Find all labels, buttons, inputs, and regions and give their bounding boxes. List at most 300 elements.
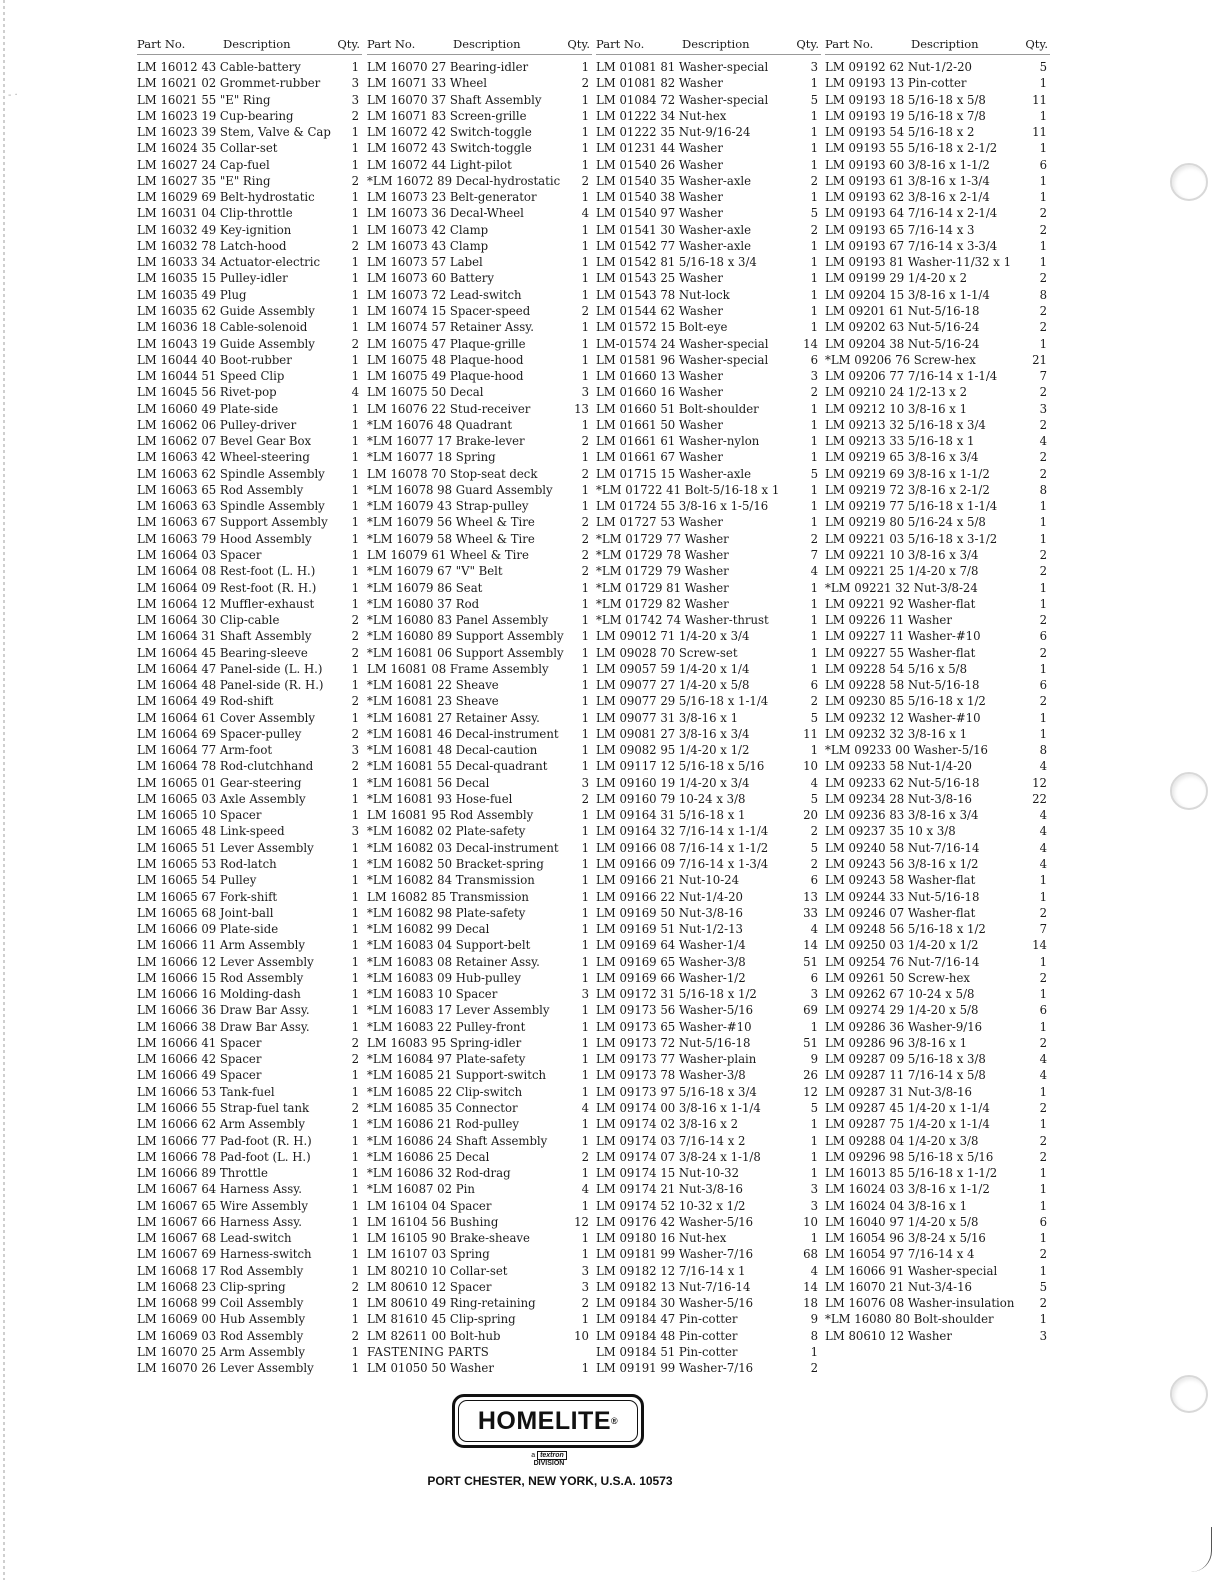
part-entry: *LM 16081 93 Hose-fuel <box>367 791 513 806</box>
part-qty: 5 <box>1035 1279 1047 1295</box>
part-row <box>825 401 1050 417</box>
header-description: Description <box>453 37 521 51</box>
part-row <box>825 384 1050 400</box>
part-entry: LM 09193 54 5/16-18 x 2 <box>825 125 975 140</box>
part-row <box>367 1246 592 1262</box>
part-qty: 8 <box>1035 742 1047 758</box>
part-row <box>825 791 1050 807</box>
part-entry: LM 16072 43 Switch-toggle <box>367 141 532 156</box>
part-entry: LM 09173 65 Washer-#10 <box>596 1019 752 1034</box>
part-entry: LM 09226 11 Washer <box>825 613 952 628</box>
part-qty: 1 <box>347 205 359 221</box>
part-qty: 1 <box>347 352 359 368</box>
part-entry: LM 16065 48 Link-speed <box>137 824 285 839</box>
part-row <box>137 580 362 596</box>
part-qty: 1 <box>1035 336 1047 352</box>
part-entry: LM 80610 12 Spacer <box>367 1279 492 1294</box>
part-row <box>825 433 1050 449</box>
part-entry: LM 16067 65 Wire Assembly <box>137 1198 308 1213</box>
part-row <box>367 287 592 303</box>
part-row <box>825 205 1050 221</box>
part-qty: 1 <box>347 319 359 335</box>
part-row <box>825 59 1050 75</box>
part-row <box>367 1230 592 1246</box>
part-entry: LM 16070 37 Shaft Assembly <box>367 92 542 107</box>
part-qty: 1 <box>1035 710 1047 726</box>
brand-name: HOMELITE <box>477 1406 612 1435</box>
part-entry: LM 16073 43 Clamp <box>367 238 489 253</box>
part-qty: 3 <box>347 742 359 758</box>
part-qty: 3 <box>806 986 818 1002</box>
part-qty: 1 <box>347 547 359 563</box>
part-row <box>825 466 1050 482</box>
part-entry: LM 01543 78 Nut-lock <box>596 287 730 302</box>
part-row <box>137 563 362 579</box>
part-row <box>367 596 592 612</box>
part-qty: 1 <box>1035 514 1047 530</box>
part-qty: 1 <box>347 59 359 75</box>
part-row <box>137 319 362 335</box>
part-row <box>825 1279 1050 1295</box>
part-entry: LM 09169 65 Washer-3/8 <box>596 954 746 969</box>
part-entry: *LM 16082 03 Decal-instrument <box>367 840 559 855</box>
part-row <box>825 807 1050 823</box>
part-entry: LM 09166 22 Nut-1/4-20 <box>596 889 743 904</box>
part-row <box>596 1263 821 1279</box>
part-qty: 11 <box>1032 125 1047 140</box>
part-row <box>596 92 821 108</box>
part-row <box>825 872 1050 888</box>
part-entry: LM 16013 85 5/16-18 x 1-1/2 <box>825 1166 998 1181</box>
part-row <box>596 59 821 75</box>
part-row <box>367 970 592 986</box>
part-entry: LM 09164 31 5/16-18 x 1 <box>596 808 746 823</box>
part-entry: LM 09232 32 3/8-16 x 1 <box>825 726 968 741</box>
part-entry: LM 09193 18 5/16-18 x 5/8 <box>825 92 986 107</box>
part-row <box>137 173 362 189</box>
part-qty: 1 <box>577 1035 589 1051</box>
part-row <box>825 173 1050 189</box>
part-row <box>596 612 821 628</box>
part-entry: LM 09193 13 Pin-cotter <box>825 76 967 91</box>
part-row <box>596 498 821 514</box>
part-qty: 4 <box>806 1263 818 1279</box>
parts-column-2 <box>367 37 592 1377</box>
part-qty: 2 <box>1035 693 1047 709</box>
part-entry: LM 09193 81 Washer-11/32 x 1 <box>825 255 1012 270</box>
part-qty: 1 <box>577 108 589 124</box>
part-entry: *LM 16080 80 Bolt-shoulder <box>825 1312 994 1327</box>
part-entry: LM 16024 04 3/8-16 x 1 <box>825 1198 968 1213</box>
part-entry: LM 16043 19 Guide Assembly <box>137 336 315 351</box>
part-qty: 7 <box>1035 921 1047 937</box>
part-qty: 2 <box>577 531 589 547</box>
part-row <box>367 401 592 417</box>
parts-column-3 <box>596 37 821 1377</box>
part-entry: LM 16033 34 Actuator-electric <box>137 255 321 270</box>
part-row <box>137 1263 362 1279</box>
part-qty: 1 <box>1035 872 1047 888</box>
part-row <box>367 889 592 905</box>
part-qty: 5 <box>806 92 818 108</box>
part-row <box>825 1116 1050 1132</box>
part-qty: 3 <box>577 775 589 791</box>
part-qty: 5 <box>806 710 818 726</box>
part-row <box>825 368 1050 384</box>
part-row <box>137 1214 362 1230</box>
part-row <box>596 319 821 335</box>
part-row <box>596 222 821 238</box>
part-qty: 1 <box>577 1360 589 1376</box>
part-qty: 1 <box>1035 889 1047 905</box>
page-edge <box>3 0 5 1580</box>
part-qty: 12 <box>803 1084 818 1099</box>
part-qty: 4 <box>1035 807 1047 823</box>
part-row <box>596 1051 821 1067</box>
part-row <box>137 287 362 303</box>
part-row <box>137 303 362 319</box>
part-qty: 6 <box>806 352 818 368</box>
part-qty: 1 <box>806 1116 818 1132</box>
part-qty: 1 <box>347 514 359 530</box>
part-qty: 2 <box>1035 563 1047 579</box>
part-qty: 51 <box>803 954 818 969</box>
part-entry: *LM 16081 56 Decal <box>367 775 490 790</box>
part-entry: LM 01724 55 3/8-16 x 1-5/16 <box>596 499 769 514</box>
part-entry: *LM 16077 17 Brake-lever <box>367 434 525 449</box>
part-entry: *LM 01742 74 Washer-thrust <box>596 613 769 628</box>
part-entry: LM 01540 38 Washer <box>596 190 723 205</box>
part-row <box>367 189 592 205</box>
part-entry: LM 16081 08 Frame Assembly <box>367 661 549 676</box>
column-header <box>596 37 821 55</box>
part-entry: LM 16076 22 Stud-receiver <box>367 401 531 416</box>
part-qty: 3 <box>806 368 818 384</box>
part-row <box>367 1214 592 1230</box>
part-entry: LM 09261 50 Screw-hex <box>825 970 970 985</box>
part-qty: 1 <box>1035 173 1047 189</box>
part-entry: LM 09286 36 Washer-9/16 <box>825 1019 983 1034</box>
part-row <box>596 1328 821 1344</box>
part-row <box>137 823 362 839</box>
part-qty: 1 <box>577 823 589 839</box>
part-row <box>825 303 1050 319</box>
part-row <box>825 531 1050 547</box>
part-qty: 1 <box>1035 1019 1047 1035</box>
part-row <box>825 547 1050 563</box>
part-entry: LM 16066 12 Lever Assembly <box>137 954 314 969</box>
part-qty: 14 <box>803 1279 818 1294</box>
part-qty: 1 <box>806 401 818 417</box>
part-qty: 3 <box>577 384 589 400</box>
part-entry: LM 16035 62 Guide Assembly <box>137 303 315 318</box>
part-qty: 1 <box>577 157 589 173</box>
part-row <box>137 677 362 693</box>
part-row <box>825 1019 1050 1035</box>
part-qty: 68 <box>803 1247 818 1262</box>
part-qty: 1 <box>577 140 589 156</box>
part-qty: 1 <box>806 287 818 303</box>
part-entry: *LM 16083 09 Hub-pulley <box>367 970 521 985</box>
part-qty: 1 <box>347 157 359 173</box>
part-entry: LM 09077 31 3/8-16 x 1 <box>596 710 739 725</box>
part-entry: *LM 16072 89 Decal-hydrostatic <box>367 173 561 188</box>
part-qty: 9 <box>806 1311 818 1327</box>
part-qty: 10 <box>803 759 818 774</box>
part-row <box>825 563 1050 579</box>
part-qty: 1 <box>347 449 359 465</box>
part-entry: LM 16082 85 Transmission <box>367 889 529 904</box>
part-qty: 1 <box>577 189 589 205</box>
part-row <box>596 1230 821 1246</box>
part-qty: 1 <box>347 368 359 384</box>
part-row <box>137 612 362 628</box>
part-qty: 1 <box>577 710 589 726</box>
part-entry: LM 16068 99 Coil Assembly <box>137 1296 304 1311</box>
part-row <box>596 1344 821 1360</box>
part-row <box>596 726 821 742</box>
part-qty: 4 <box>806 563 818 579</box>
column-header <box>367 37 592 55</box>
part-qty: 4 <box>1035 758 1047 774</box>
part-qty: 1 <box>577 840 589 856</box>
part-qty: 1 <box>347 270 359 286</box>
part-row <box>367 742 592 758</box>
part-row <box>825 254 1050 270</box>
part-row <box>367 75 592 91</box>
part-qty: 1 <box>806 238 818 254</box>
part-entry: *LM 16083 22 Pulley-front <box>367 1019 526 1034</box>
part-row <box>367 807 592 823</box>
part-qty: 1 <box>347 498 359 514</box>
part-entry: LM 09184 47 Pin-cotter <box>596 1312 738 1327</box>
part-row <box>825 92 1050 108</box>
part-entry: LM 09169 51 Nut-1/2-13 <box>596 922 743 937</box>
part-qty: 1 <box>577 889 589 905</box>
part-qty: 1 <box>347 563 359 579</box>
part-row <box>596 75 821 91</box>
part-entry: LM 16021 02 Grommet-rubber <box>137 76 321 91</box>
part-entry: LM 16065 01 Gear-steering <box>137 775 302 790</box>
part-qty: 1 <box>347 970 359 986</box>
part-qty: 2 <box>806 173 818 189</box>
part-qty: 1 <box>577 954 589 970</box>
part-qty: 2 <box>806 384 818 400</box>
part-qty: 1 <box>1035 531 1047 547</box>
part-entry: LM 09193 60 3/8-16 x 1-1/2 <box>825 157 990 172</box>
part-row <box>825 1165 1050 1181</box>
part-row <box>825 319 1050 335</box>
part-qty: 1 <box>347 954 359 970</box>
part-qty: 3 <box>806 1198 818 1214</box>
part-row <box>367 1002 592 1018</box>
part-qty: 1 <box>806 1149 818 1165</box>
part-entry: LM 09077 29 5/16-18 x 1-1/4 <box>596 694 769 709</box>
part-entry: LM 16073 23 Belt-generator <box>367 190 537 205</box>
part-qty: 4 <box>577 1100 589 1116</box>
part-row <box>367 677 592 693</box>
part-row <box>367 1279 592 1295</box>
part-row <box>367 303 592 319</box>
part-entry: LM 16071 83 Screen-grille <box>367 108 527 123</box>
part-entry: LM 09236 83 3/8-16 x 3/4 <box>825 808 979 823</box>
parts-column-4 <box>825 37 1050 1344</box>
part-row <box>596 238 821 254</box>
part-qty: 1 <box>1035 140 1047 156</box>
part-qty: 1 <box>577 905 589 921</box>
part-entry: LM 09182 13 Nut-7/16-14 <box>596 1279 751 1294</box>
parent-prefix: a <box>531 1452 536 1459</box>
part-entry: LM 16066 89 Throttle <box>137 1166 268 1181</box>
part-entry: LM 16081 95 Rod Assembly <box>367 808 534 823</box>
part-row <box>825 954 1050 970</box>
part-row <box>367 417 592 433</box>
part-entry: LM 16066 77 Pad-foot (R. H.) <box>137 1133 312 1148</box>
part-qty: 1 <box>577 612 589 628</box>
part-qty: 1 <box>577 449 589 465</box>
part-entry: LM 01540 97 Washer <box>596 206 723 221</box>
header-part-no: Part No. <box>596 37 645 51</box>
part-row <box>825 238 1050 254</box>
part-entry: *LM 16081 22 Sheave <box>367 678 499 693</box>
part-row <box>137 75 362 91</box>
part-row <box>137 92 362 108</box>
part-entry: LM 09160 79 10-24 x 3/8 <box>596 791 746 806</box>
part-entry: LM 09184 48 Pin-cotter <box>596 1328 738 1343</box>
part-qty: 2 <box>347 336 359 352</box>
part-entry: LM 09219 69 3/8-16 x 1-1/2 <box>825 466 990 481</box>
part-row <box>596 1198 821 1214</box>
part-entry: LM 09233 62 Nut-5/16-18 <box>825 775 980 790</box>
part-row <box>367 1084 592 1100</box>
part-entry: LM 09221 03 5/16-18 x 3-1/2 <box>825 531 998 546</box>
part-row <box>825 189 1050 205</box>
part-entry: LM 09213 32 5/16-18 x 3/4 <box>825 417 986 432</box>
part-qty: 1 <box>806 742 818 758</box>
part-qty: 1 <box>806 514 818 530</box>
part-row <box>596 108 821 124</box>
part-entry: LM 16070 27 Bearing-idler <box>367 60 529 74</box>
part-qty: 2 <box>577 1149 589 1165</box>
part-entry: LM 16074 57 Retainer Assy. <box>367 320 534 335</box>
part-row <box>596 710 821 726</box>
part-row <box>596 401 821 417</box>
part-row <box>596 628 821 644</box>
part-entry: LM 16064 48 Panel-side (R. H.) <box>137 678 324 693</box>
part-entry: LM 16065 67 Fork-shift <box>137 889 278 904</box>
part-row <box>367 856 592 872</box>
part-row <box>596 303 821 319</box>
part-qty: 1 <box>806 1344 818 1360</box>
part-entry: LM 09243 58 Washer-flat <box>825 873 976 888</box>
part-entry: LM 16105 90 Brake-sheave <box>367 1231 530 1246</box>
part-qty: 1 <box>347 1230 359 1246</box>
part-entry: LM 16066 62 Arm Assembly <box>137 1117 306 1132</box>
part-row <box>825 661 1050 677</box>
part-row <box>596 742 821 758</box>
part-entry: LM 16064 69 Spacer-pulley <box>137 726 302 741</box>
part-entry: LM 16066 55 Strap-fuel tank <box>137 1101 310 1115</box>
part-row <box>596 1246 821 1262</box>
part-row <box>596 1133 821 1149</box>
part-row <box>367 840 592 856</box>
part-row <box>367 1328 592 1344</box>
part-qty: 1 <box>1035 1165 1047 1181</box>
part-entry: LM 16075 47 Plaque-grille <box>367 336 526 351</box>
part-qty: 1 <box>806 612 818 628</box>
part-entry: LM 09206 77 7/16-14 x 1-1/4 <box>825 369 998 384</box>
part-row <box>367 758 592 774</box>
part-qty: 1 <box>577 726 589 742</box>
part-row <box>596 1360 821 1376</box>
part-row <box>367 693 592 709</box>
part-row <box>367 254 592 270</box>
part-entry: LM 16067 69 Harness-switch <box>137 1247 312 1262</box>
part-qty: 2 <box>1035 970 1047 986</box>
part-qty: 1 <box>577 1230 589 1246</box>
parts-rows <box>596 59 821 1377</box>
part-entry: LM 16029 69 Belt-hydrostatic <box>137 190 315 205</box>
part-row <box>596 937 821 953</box>
part-qty: 1 <box>806 661 818 677</box>
part-row <box>367 1133 592 1149</box>
part-entry: *LM 16083 08 Retainer Assy. <box>367 954 540 969</box>
part-row <box>825 742 1050 758</box>
part-row <box>367 661 592 677</box>
part-qty: 1 <box>347 1295 359 1311</box>
part-row <box>367 905 592 921</box>
part-row <box>367 1360 592 1376</box>
part-entry: LM 16066 36 Draw Bar Assy. <box>137 1003 310 1018</box>
part-row <box>137 1360 362 1376</box>
part-qty: 6 <box>1035 1002 1047 1018</box>
part-row <box>596 791 821 807</box>
part-entry: LM 09221 10 3/8-16 x 3/4 <box>825 547 979 562</box>
part-qty: 2 <box>1035 1149 1047 1165</box>
part-qty: 2 <box>577 791 589 807</box>
part-qty: 1 <box>577 693 589 709</box>
part-entry: LM 09219 65 3/8-16 x 3/4 <box>825 450 979 465</box>
part-entry: LM-01574 24 Washer-special <box>596 336 769 351</box>
part-row <box>596 661 821 677</box>
part-row <box>596 482 821 498</box>
part-qty: 6 <box>1035 1214 1047 1230</box>
part-qty: 2 <box>347 173 359 189</box>
part-entry: LM 16068 17 Rod Assembly <box>137 1263 304 1278</box>
part-entry: *LM 16082 50 Bracket-spring <box>367 857 544 872</box>
part-row <box>137 1002 362 1018</box>
part-row <box>596 921 821 937</box>
part-entry: LM 09204 38 Nut-5/16-24 <box>825 336 980 351</box>
part-row <box>825 352 1050 368</box>
part-entry: LM 09193 65 7/16-14 x 3 <box>825 222 975 237</box>
part-entry: LM 16040 97 1/4-20 x 5/8 <box>825 1214 979 1229</box>
part-entry: LM 16032 49 Key-ignition <box>137 222 292 237</box>
part-row <box>825 514 1050 530</box>
part-entry: LM 16063 42 Wheel-steering <box>137 450 310 465</box>
part-qty: 1 <box>347 677 359 693</box>
part-entry: LM 09193 62 3/8-16 x 2-1/4 <box>825 190 990 205</box>
part-qty: 1 <box>347 791 359 807</box>
part-qty: 1 <box>577 1084 589 1100</box>
part-entry: LM 09174 02 3/8-16 x 2 <box>596 1117 739 1132</box>
column-header <box>825 37 1050 55</box>
part-row <box>596 157 821 173</box>
part-qty: 5 <box>1035 59 1047 75</box>
part-row <box>367 157 592 173</box>
part-qty: 2 <box>577 433 589 449</box>
part-row <box>137 905 362 921</box>
